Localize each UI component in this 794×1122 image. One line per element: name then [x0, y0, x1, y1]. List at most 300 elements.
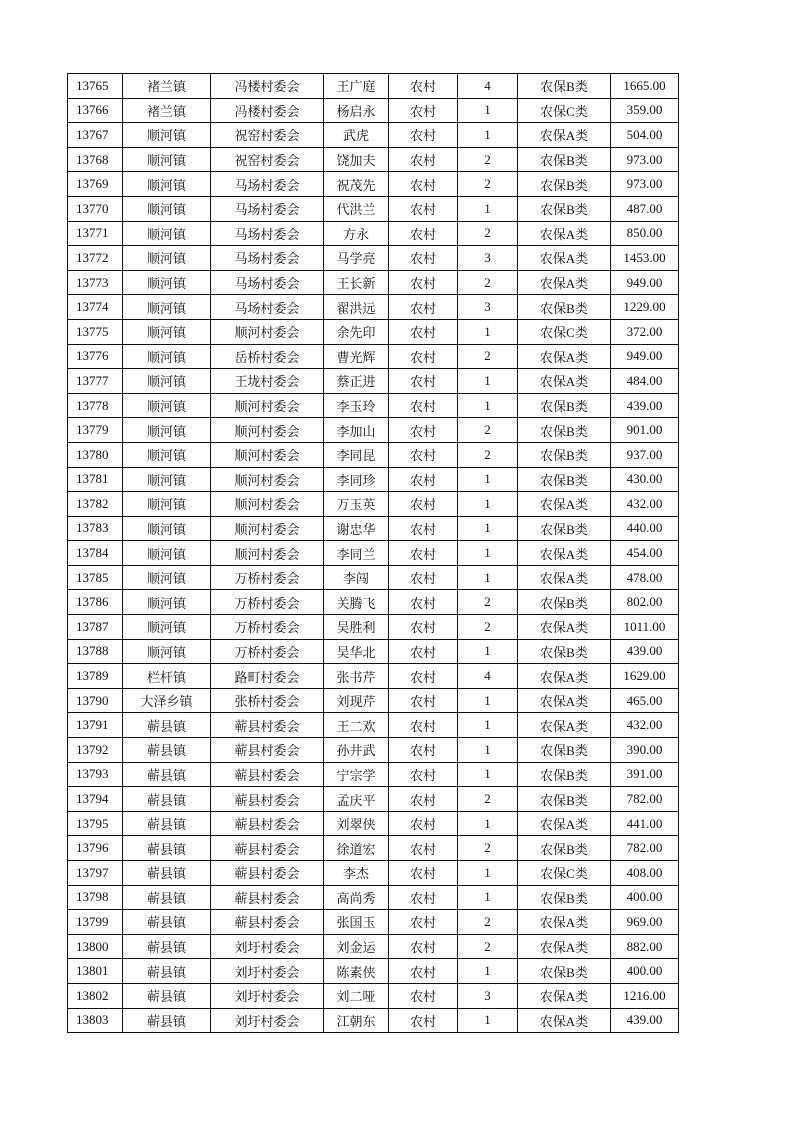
town-cell: 顺河镇 — [123, 369, 211, 394]
village-committee-cell: 万桥村委会 — [211, 639, 324, 664]
insurance-category-cell: 农保B类 — [518, 196, 611, 221]
person-name-cell: 孙井武 — [324, 738, 389, 763]
town-cell: 顺河镇 — [123, 393, 211, 418]
village-committee-cell: 刘圩村委会 — [211, 983, 324, 1008]
member-count-cell: 2 — [458, 344, 518, 369]
insurance-category-cell: 农保B类 — [518, 762, 611, 787]
village-committee-cell: 顺河村委会 — [211, 467, 324, 492]
table-row — [68, 492, 679, 517]
insurance-category-cell: 农保B类 — [518, 738, 611, 763]
insurance-category-cell: 农保A类 — [518, 983, 611, 1008]
household-type-cell: 农村 — [389, 639, 458, 664]
household-type-cell: 农村 — [389, 983, 458, 1008]
household-type-cell: 农村 — [389, 295, 458, 320]
town-cell: 顺河镇 — [123, 319, 211, 344]
table-row — [68, 934, 679, 959]
town-cell: 栏杆镇 — [123, 664, 211, 689]
town-cell: 顺河镇 — [123, 147, 211, 172]
town-cell: 顺河镇 — [123, 565, 211, 590]
amount-cell: 782.00 — [611, 787, 679, 812]
table-body — [68, 74, 679, 1033]
member-count-cell: 2 — [458, 934, 518, 959]
insurance-category-cell: 农保C类 — [518, 98, 611, 123]
town-cell: 蕲县镇 — [123, 762, 211, 787]
member-count-cell: 3 — [458, 246, 518, 271]
town-cell: 褚兰镇 — [123, 74, 211, 99]
insurance-category-cell: 农保B类 — [518, 172, 611, 197]
amount-cell: 408.00 — [611, 861, 679, 886]
insurance-category-cell: 农保A类 — [518, 910, 611, 935]
member-count-cell: 1 — [458, 393, 518, 418]
amount-cell: 504.00 — [611, 123, 679, 148]
village-committee-cell: 顺河村委会 — [211, 442, 324, 467]
table-row — [68, 1008, 679, 1033]
town-cell: 顺河镇 — [123, 492, 211, 517]
amount-cell: 400.00 — [611, 885, 679, 910]
person-name-cell: 高尚秀 — [324, 885, 389, 910]
person-name-cell: 张书芹 — [324, 664, 389, 689]
person-name-cell: 饶加夫 — [324, 147, 389, 172]
member-count-cell: 1 — [458, 319, 518, 344]
amount-cell: 390.00 — [611, 738, 679, 763]
person-name-cell: 张国玉 — [324, 910, 389, 935]
village-committee-cell: 蕲县村委会 — [211, 713, 324, 738]
member-count-cell: 1 — [458, 123, 518, 148]
record-id-cell: 13778 — [68, 393, 123, 418]
village-committee-cell: 冯楼村委会 — [211, 98, 324, 123]
town-cell: 顺河镇 — [123, 615, 211, 640]
household-type-cell: 农村 — [389, 516, 458, 541]
person-name-cell: 代洪兰 — [324, 196, 389, 221]
amount-cell: 454.00 — [611, 541, 679, 566]
amount-cell: 372.00 — [611, 319, 679, 344]
amount-cell: 882.00 — [611, 934, 679, 959]
town-cell: 蕲县镇 — [123, 959, 211, 984]
table-row — [68, 959, 679, 984]
member-count-cell: 2 — [458, 270, 518, 295]
table-row — [68, 738, 679, 763]
amount-cell: 439.00 — [611, 1008, 679, 1033]
table-row — [68, 123, 679, 148]
household-type-cell: 农村 — [389, 615, 458, 640]
village-committee-cell: 冯楼村委会 — [211, 74, 324, 99]
town-cell: 褚兰镇 — [123, 98, 211, 123]
amount-cell: 1216.00 — [611, 983, 679, 1008]
household-type-cell: 农村 — [389, 393, 458, 418]
insurance-category-cell: 农保C类 — [518, 861, 611, 886]
household-type-cell: 农村 — [389, 688, 458, 713]
table-row — [68, 983, 679, 1008]
person-name-cell: 马学亮 — [324, 246, 389, 271]
village-committee-cell: 蕲县村委会 — [211, 910, 324, 935]
town-cell: 顺河镇 — [123, 270, 211, 295]
town-cell: 顺河镇 — [123, 123, 211, 148]
household-type-cell: 农村 — [389, 762, 458, 787]
village-committee-cell: 王垅村委会 — [211, 369, 324, 394]
household-type-cell: 农村 — [389, 270, 458, 295]
village-committee-cell: 顺河村委会 — [211, 541, 324, 566]
village-committee-cell: 马场村委会 — [211, 172, 324, 197]
record-id-cell: 13765 — [68, 74, 123, 99]
record-id-cell: 13773 — [68, 270, 123, 295]
village-committee-cell: 蕲县村委会 — [211, 861, 324, 886]
record-id-cell: 13790 — [68, 688, 123, 713]
person-name-cell: 刘金运 — [324, 934, 389, 959]
member-count-cell: 1 — [458, 762, 518, 787]
person-name-cell: 孟庆平 — [324, 787, 389, 812]
table-row — [68, 221, 679, 246]
person-name-cell: 刘二哑 — [324, 983, 389, 1008]
town-cell: 蕲县镇 — [123, 811, 211, 836]
table-row — [68, 246, 679, 271]
household-type-cell: 农村 — [389, 787, 458, 812]
person-name-cell: 李闯 — [324, 565, 389, 590]
household-type-cell: 农村 — [389, 738, 458, 763]
person-name-cell: 王长新 — [324, 270, 389, 295]
record-id-cell: 13769 — [68, 172, 123, 197]
amount-cell: 391.00 — [611, 762, 679, 787]
person-name-cell: 曹光辉 — [324, 344, 389, 369]
amount-cell: 440.00 — [611, 516, 679, 541]
town-cell: 顺河镇 — [123, 196, 211, 221]
table-row — [68, 811, 679, 836]
member-count-cell: 1 — [458, 861, 518, 886]
person-name-cell: 王广庭 — [324, 74, 389, 99]
person-name-cell: 余先印 — [324, 319, 389, 344]
insurance-category-cell: 农保A类 — [518, 934, 611, 959]
table-row — [68, 910, 679, 935]
member-count-cell: 1 — [458, 492, 518, 517]
member-count-cell: 1 — [458, 738, 518, 763]
table-row — [68, 369, 679, 394]
amount-cell: 441.00 — [611, 811, 679, 836]
table-row — [68, 762, 679, 787]
member-count-cell: 3 — [458, 295, 518, 320]
record-id-cell: 13802 — [68, 983, 123, 1008]
village-committee-cell: 刘圩村委会 — [211, 1008, 324, 1033]
member-count-cell: 1 — [458, 516, 518, 541]
insurance-category-cell: 农保B类 — [518, 787, 611, 812]
table-row — [68, 565, 679, 590]
household-type-cell: 农村 — [389, 246, 458, 271]
table-row — [68, 664, 679, 689]
town-cell: 蕲县镇 — [123, 738, 211, 763]
member-count-cell: 2 — [458, 910, 518, 935]
insurance-category-cell: 农保B类 — [518, 295, 611, 320]
amount-cell: 1629.00 — [611, 664, 679, 689]
town-cell: 蕲县镇 — [123, 885, 211, 910]
member-count-cell: 2 — [458, 590, 518, 615]
member-count-cell: 2 — [458, 615, 518, 640]
insurance-category-cell: 农保A类 — [518, 811, 611, 836]
record-id-cell: 13791 — [68, 713, 123, 738]
town-cell: 蕲县镇 — [123, 910, 211, 935]
village-committee-cell: 祝窑村委会 — [211, 123, 324, 148]
household-type-cell: 农村 — [389, 959, 458, 984]
household-type-cell: 农村 — [389, 541, 458, 566]
village-committee-cell: 万桥村委会 — [211, 565, 324, 590]
record-id-cell: 13796 — [68, 836, 123, 861]
person-name-cell: 万玉英 — [324, 492, 389, 517]
person-name-cell: 翟洪远 — [324, 295, 389, 320]
town-cell: 顺河镇 — [123, 442, 211, 467]
record-id-cell: 13803 — [68, 1008, 123, 1033]
insurance-category-cell: 农保B类 — [518, 959, 611, 984]
village-committee-cell: 马场村委会 — [211, 221, 324, 246]
member-count-cell: 1 — [458, 811, 518, 836]
record-id-cell: 13797 — [68, 861, 123, 886]
insurance-category-cell: 农保A类 — [518, 615, 611, 640]
insurance-category-cell: 农保A类 — [518, 565, 611, 590]
amount-cell: 432.00 — [611, 713, 679, 738]
insurance-category-cell: 农保A类 — [518, 369, 611, 394]
table-row — [68, 639, 679, 664]
table-row — [68, 713, 679, 738]
table-row — [68, 861, 679, 886]
town-cell: 顺河镇 — [123, 172, 211, 197]
table-row — [68, 74, 679, 99]
village-committee-cell: 蕲县村委会 — [211, 885, 324, 910]
household-type-cell: 农村 — [389, 442, 458, 467]
person-name-cell: 武虎 — [324, 123, 389, 148]
household-type-cell: 农村 — [389, 885, 458, 910]
table-row — [68, 270, 679, 295]
insurance-category-cell: 农保B类 — [518, 147, 611, 172]
village-committee-cell: 马场村委会 — [211, 196, 324, 221]
member-count-cell: 2 — [458, 787, 518, 812]
table-row — [68, 393, 679, 418]
table-row — [68, 418, 679, 443]
person-name-cell: 江朝东 — [324, 1008, 389, 1033]
town-cell: 顺河镇 — [123, 418, 211, 443]
record-id-cell: 13774 — [68, 295, 123, 320]
amount-cell: 465.00 — [611, 688, 679, 713]
table-row — [68, 836, 679, 861]
village-committee-cell: 马场村委会 — [211, 270, 324, 295]
amount-cell: 969.00 — [611, 910, 679, 935]
person-name-cell: 王二欢 — [324, 713, 389, 738]
member-count-cell: 1 — [458, 369, 518, 394]
record-id-cell: 13772 — [68, 246, 123, 271]
town-cell: 顺河镇 — [123, 516, 211, 541]
record-id-cell: 13775 — [68, 319, 123, 344]
member-count-cell: 2 — [458, 221, 518, 246]
member-count-cell: 1 — [458, 639, 518, 664]
insurance-category-cell: 农保A类 — [518, 492, 611, 517]
amount-cell: 439.00 — [611, 639, 679, 664]
member-count-cell: 4 — [458, 74, 518, 99]
household-type-cell: 农村 — [389, 467, 458, 492]
table-row — [68, 98, 679, 123]
amount-cell: 1453.00 — [611, 246, 679, 271]
record-id-cell: 13795 — [68, 811, 123, 836]
household-type-cell: 农村 — [389, 1008, 458, 1033]
insurance-category-cell: 农保B类 — [518, 393, 611, 418]
insurance-category-cell: 农保A类 — [518, 246, 611, 271]
person-name-cell: 关腾飞 — [324, 590, 389, 615]
amount-cell: 901.00 — [611, 418, 679, 443]
member-count-cell: 1 — [458, 196, 518, 221]
town-cell: 顺河镇 — [123, 221, 211, 246]
household-type-cell: 农村 — [389, 74, 458, 99]
insurance-category-cell: 农保A类 — [518, 123, 611, 148]
insurance-category-cell: 农保B类 — [518, 836, 611, 861]
record-id-cell: 13801 — [68, 959, 123, 984]
person-name-cell: 李同昆 — [324, 442, 389, 467]
insurance-category-cell: 农保A类 — [518, 688, 611, 713]
member-count-cell: 1 — [458, 565, 518, 590]
insurance-category-cell: 农保A类 — [518, 270, 611, 295]
member-count-cell: 1 — [458, 885, 518, 910]
household-type-cell: 农村 — [389, 811, 458, 836]
person-name-cell: 李加山 — [324, 418, 389, 443]
town-cell: 顺河镇 — [123, 344, 211, 369]
record-id-cell: 13798 — [68, 885, 123, 910]
table-row — [68, 516, 679, 541]
record-id-cell: 13783 — [68, 516, 123, 541]
household-type-cell: 农村 — [389, 910, 458, 935]
household-type-cell: 农村 — [389, 418, 458, 443]
beneficiary-table — [67, 73, 679, 1033]
record-id-cell: 13786 — [68, 590, 123, 615]
insurance-category-cell: 农保A类 — [518, 541, 611, 566]
town-cell: 蕲县镇 — [123, 836, 211, 861]
household-type-cell: 农村 — [389, 369, 458, 394]
member-count-cell: 1 — [458, 541, 518, 566]
village-committee-cell: 刘圩村委会 — [211, 959, 324, 984]
member-count-cell: 3 — [458, 983, 518, 1008]
person-name-cell: 李同珍 — [324, 467, 389, 492]
town-cell: 顺河镇 — [123, 467, 211, 492]
household-type-cell: 农村 — [389, 196, 458, 221]
record-id-cell: 13782 — [68, 492, 123, 517]
record-id-cell: 13779 — [68, 418, 123, 443]
member-count-cell: 1 — [458, 688, 518, 713]
record-id-cell: 13799 — [68, 910, 123, 935]
town-cell: 顺河镇 — [123, 541, 211, 566]
amount-cell: 949.00 — [611, 344, 679, 369]
amount-cell: 850.00 — [611, 221, 679, 246]
member-count-cell: 2 — [458, 442, 518, 467]
town-cell: 大泽乡镇 — [123, 688, 211, 713]
insurance-category-cell: 农保B类 — [518, 74, 611, 99]
amount-cell: 359.00 — [611, 98, 679, 123]
town-cell: 顺河镇 — [123, 639, 211, 664]
table-row — [68, 147, 679, 172]
record-id-cell: 13780 — [68, 442, 123, 467]
insurance-category-cell: 农保A类 — [518, 713, 611, 738]
record-id-cell: 13768 — [68, 147, 123, 172]
town-cell: 顺河镇 — [123, 246, 211, 271]
household-type-cell: 农村 — [389, 664, 458, 689]
household-type-cell: 农村 — [389, 713, 458, 738]
village-committee-cell: 路町村委会 — [211, 664, 324, 689]
amount-cell: 478.00 — [611, 565, 679, 590]
table-row — [68, 172, 679, 197]
village-committee-cell: 马场村委会 — [211, 246, 324, 271]
record-id-cell: 13785 — [68, 565, 123, 590]
table-row — [68, 541, 679, 566]
amount-cell: 1011.00 — [611, 615, 679, 640]
amount-cell: 973.00 — [611, 172, 679, 197]
member-count-cell: 1 — [458, 98, 518, 123]
household-type-cell: 农村 — [389, 123, 458, 148]
record-id-cell: 13766 — [68, 98, 123, 123]
table-row — [68, 688, 679, 713]
record-id-cell: 13776 — [68, 344, 123, 369]
member-count-cell: 4 — [458, 664, 518, 689]
member-count-cell: 2 — [458, 172, 518, 197]
insurance-category-cell: 农保A类 — [518, 344, 611, 369]
person-name-cell: 宁宗学 — [324, 762, 389, 787]
table-row — [68, 196, 679, 221]
member-count-cell: 2 — [458, 836, 518, 861]
town-cell: 蕲县镇 — [123, 713, 211, 738]
village-committee-cell: 刘圩村委会 — [211, 934, 324, 959]
town-cell: 蕲县镇 — [123, 787, 211, 812]
town-cell: 蕲县镇 — [123, 983, 211, 1008]
record-id-cell: 13800 — [68, 934, 123, 959]
member-count-cell: 2 — [458, 418, 518, 443]
table-row — [68, 467, 679, 492]
household-type-cell: 农村 — [389, 319, 458, 344]
insurance-category-cell: 农保B类 — [518, 885, 611, 910]
person-name-cell: 李玉玲 — [324, 393, 389, 418]
household-type-cell: 农村 — [389, 492, 458, 517]
table-row — [68, 295, 679, 320]
insurance-category-cell: 农保A类 — [518, 1008, 611, 1033]
record-id-cell: 13787 — [68, 615, 123, 640]
village-committee-cell: 马场村委会 — [211, 295, 324, 320]
table-row — [68, 344, 679, 369]
person-name-cell: 谢忠华 — [324, 516, 389, 541]
household-type-cell: 农村 — [389, 861, 458, 886]
record-id-cell: 13771 — [68, 221, 123, 246]
person-name-cell: 陈素侠 — [324, 959, 389, 984]
table-row — [68, 590, 679, 615]
town-cell: 蕲县镇 — [123, 861, 211, 886]
person-name-cell: 徐道宏 — [324, 836, 389, 861]
town-cell: 顺河镇 — [123, 590, 211, 615]
person-name-cell: 蔡正进 — [324, 369, 389, 394]
amount-cell: 973.00 — [611, 147, 679, 172]
village-committee-cell: 顺河村委会 — [211, 393, 324, 418]
household-type-cell: 农村 — [389, 590, 458, 615]
table-row — [68, 615, 679, 640]
insurance-category-cell: 农保C类 — [518, 319, 611, 344]
person-name-cell: 吴华北 — [324, 639, 389, 664]
person-name-cell: 刘翠侠 — [324, 811, 389, 836]
village-committee-cell: 万桥村委会 — [211, 590, 324, 615]
member-count-cell: 1 — [458, 1008, 518, 1033]
table-row — [68, 885, 679, 910]
village-committee-cell: 蕲县村委会 — [211, 811, 324, 836]
person-name-cell: 方永 — [324, 221, 389, 246]
village-committee-cell: 岳桥村委会 — [211, 344, 324, 369]
household-type-cell: 农村 — [389, 147, 458, 172]
person-name-cell: 李杰 — [324, 861, 389, 886]
insurance-category-cell: 农保B类 — [518, 467, 611, 492]
village-committee-cell: 祝窑村委会 — [211, 147, 324, 172]
amount-cell: 1229.00 — [611, 295, 679, 320]
amount-cell: 1665.00 — [611, 74, 679, 99]
record-id-cell: 13784 — [68, 541, 123, 566]
member-count-cell: 1 — [458, 959, 518, 984]
amount-cell: 430.00 — [611, 467, 679, 492]
amount-cell: 432.00 — [611, 492, 679, 517]
member-count-cell: 2 — [458, 147, 518, 172]
member-count-cell: 1 — [458, 713, 518, 738]
